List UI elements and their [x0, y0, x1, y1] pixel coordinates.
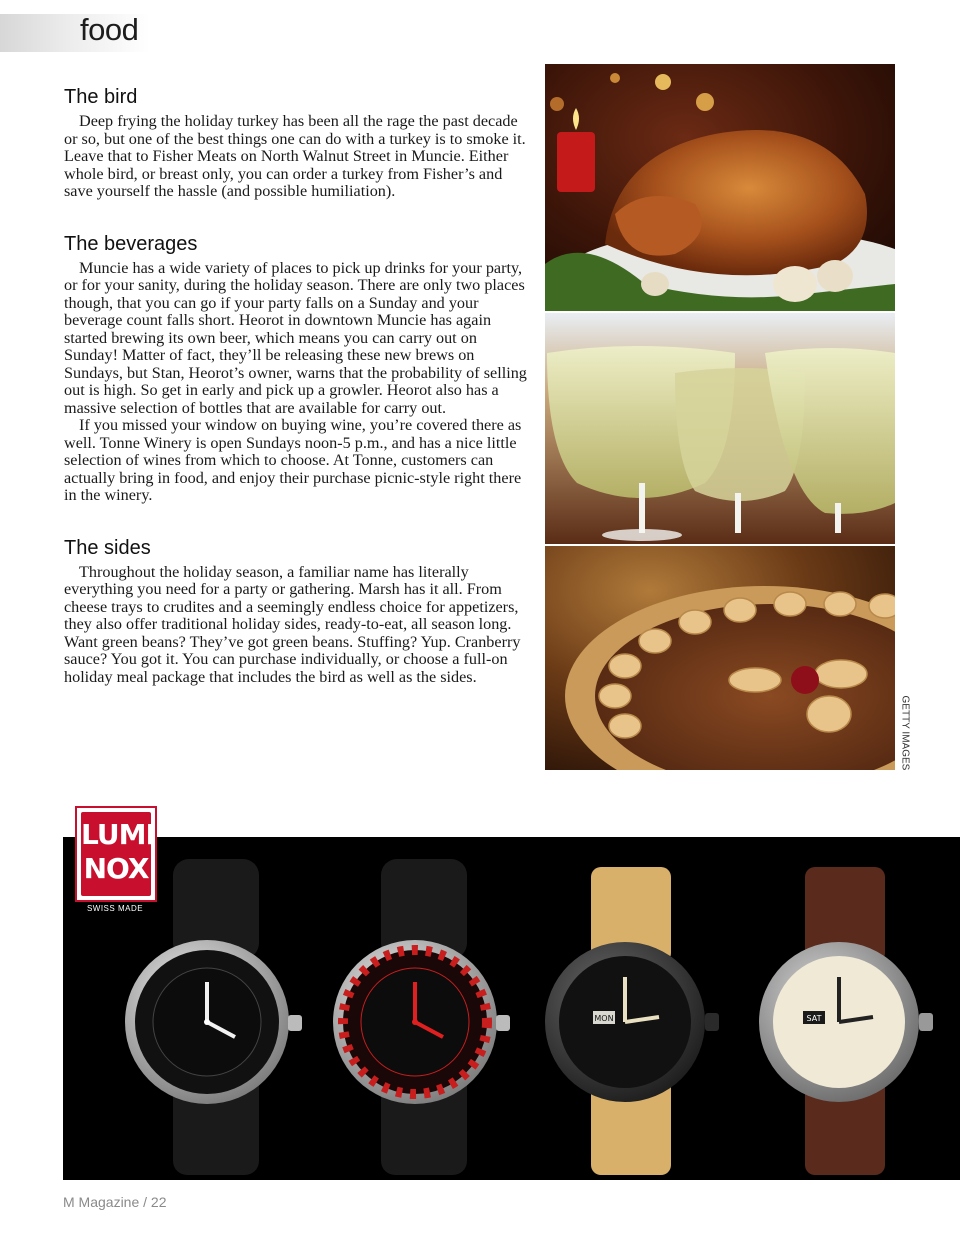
heading-beverages: The beverages	[64, 232, 198, 255]
day-window-sat: SAT	[806, 1014, 822, 1023]
wine-photo	[545, 313, 895, 544]
section-sides	[64, 537, 529, 687]
luminox-logo	[75, 806, 157, 902]
watch-black-red	[333, 859, 510, 1175]
pie-photo	[545, 546, 895, 770]
section-bird	[64, 86, 529, 201]
heading-bird: The bird	[64, 86, 138, 108]
paragraph: If you missed your window on buying wine, you’re covered there as well. Tonne Winery is open Sundays noon-5 p.m., and has a nice little selection of wines from which to choose. At Tonne, customers can actually bring in food, and enjoy their purchase picnic-style right there in the winery.	[64, 416, 522, 504]
logo-line-1: LUMI	[81, 818, 155, 851]
watch-tan-strap	[545, 867, 719, 1175]
luminox-ad	[63, 837, 960, 1180]
day-window-mon: MON	[594, 1014, 614, 1023]
paragraph: Muncie has a wide variety of places to pick up drinks for your party, or for your sanity, during the holiday season. There are only two places though, that you can go if your party falls on a Sunday and your beverage count falls short. Heorot in downtown Muncie has again started brewing its own beer, which means you can carry out on Sunday! Matter of fact, they’ll be releasing these new brews on Sundays, but Stan, Heorot’s owner, warns that the probability of selling out is high. So get in early and pick up a growler. Heorot also has a massive selection of bottles that are available for carry out.	[64, 258, 527, 417]
heading-sides: The sides	[64, 536, 151, 559]
section-label: food	[80, 12, 139, 47]
article	[64, 86, 529, 718]
section-beverages	[64, 233, 529, 505]
swiss-made-tagline: SWISS MADE	[86, 904, 144, 913]
turkey-photo	[545, 64, 895, 311]
paragraph: Throughout the holiday season, a familiar name has literally everything you need for a party or gathering. Marsh has it all. From cheese trays to crudites and a seemingly endless choice for appetizers, they also offer traditional holiday sides, ready-to-eat, all season long. Want green beans? They’ve got green beans. Stuffing? Yup. Cranberry sauce? You got it. You can purchase individually, or choose a full-on holiday meal package that includes the bird as well as the sides.	[64, 562, 521, 686]
photo-credit	[897, 695, 913, 771]
photo-credit-text: GETTY IMAGES	[899, 695, 911, 771]
watch-brown-strap	[759, 867, 933, 1175]
paragraph: Deep frying the holiday turkey has been all the rage the past decade or so, but one of the best things one can do with a turkey is to smoke it. Leave that to Fisher Meats on North Walnut Street in Muncie. Either whole bird, or breast only, you can order a turkey from Fisher’s and save yourself the hassle (and possible humiliation).	[64, 112, 526, 200]
page-folio: M Magazine / 22	[63, 1194, 167, 1210]
logo-line-2: NOX	[83, 852, 149, 885]
